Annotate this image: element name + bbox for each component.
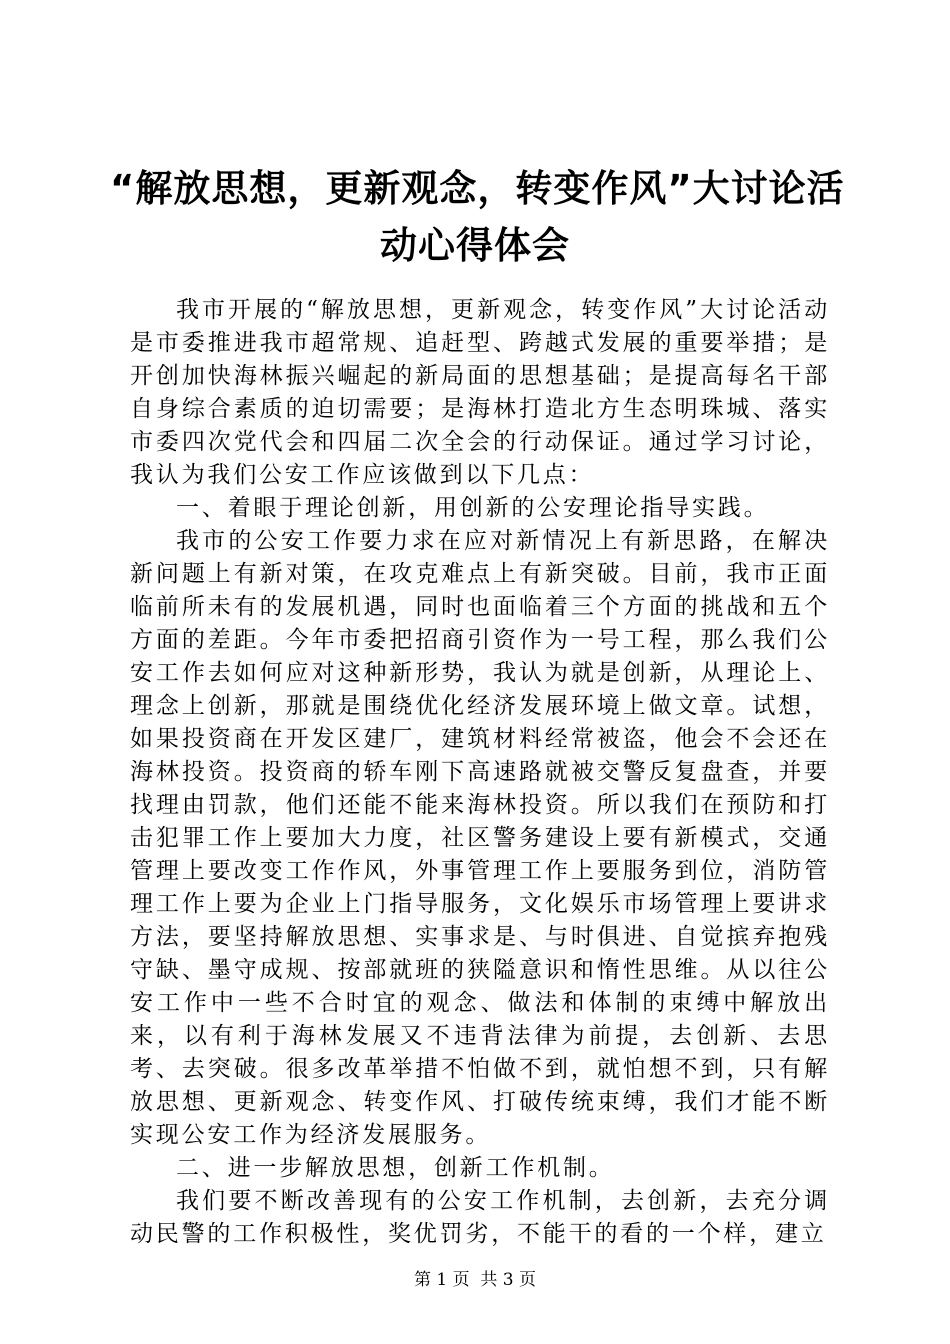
page-number-footer: 第 1 页 共 3 页 <box>413 1270 537 1290</box>
paragraph-intro: 我市开展的“解放思想，更新观念，转变作风”大讨论活动是市委推进我市超常规、追赶型、跨越式发展的重要举措；是开创加快海林振兴崛起的新局面的思想基础；是提高每名干部自身综合素质的迫切需要；是海林打造北方生态明珠城、落实市委四次党代会和四届二次全会的行动保证。通过学习讨论，我认为我们公安工作应该做到以下几点： <box>130 297 830 488</box>
document-title <box>110 160 845 274</box>
title-line-2: 动心得体会 <box>380 224 570 267</box>
section-heading-1: 一、着眼于理论创新，用创新的公安理论指导实践。 <box>176 495 770 521</box>
title-line-1: “解放思想，更新观念，转变作风”大讨论活 <box>110 167 845 210</box>
paragraph-section-1: 我市的公安工作要力求在应对新情况上有新思路，在解决新问题上有新对策，在攻克难点上有新突破。目前，我市正面临前所未有的发展机遇，同时也面临着三个方面的挑战和五个方面的差距。今年市委把招商引资作为一号工程，那么我们公安工作去如何应对这种新形势，我认为就是创新，从理论上、理念上创新，那就是围绕优化经济发展环境上做文章。试想，如果投资商在开发区建厂，建筑材料经常被盗，他会不会还在海林投资。投资商的轿车刚下高速路就被交警反复盘查，并要找理由罚款，他们还能不能来海林投资。所以我们在预防和打击犯罪工作上要加大力度，社区警务建设上要有新模式，交通管理上要改变工作作风，外事管理工作上要服务到位，消防管理工作上要为企业上门指导服务，文化娱乐市场管理上要讲求方法，要坚持解放思想、实事求是、与时俱进、自觉摈弃抱残守缺、墨守成规、按部就班的狭隘意识和惰性思维。从以往公安工作中一些不合时宜的观念、做法和体制的束缚中解放出来，以有利于海林发展又不违背法律为前提，去创新、去思考、去突破。很多改革举措不怕做不到，就怕想不到，只有解放思想、更新观念、转变作风、打破传统束缚，我们才能不断实现公安工作为经济发展服务。 <box>130 528 830 1148</box>
document-body <box>130 294 830 1251</box>
paragraph-section-2: 我们要不断改善现有的公安工作机制，去创新，去充分调动民警的工作积极性，奖优罚劣，不能干的看的一个样，建立 <box>130 1188 830 1247</box>
section-heading-2: 二、进一步解放思想，创新工作机制。 <box>176 1155 615 1181</box>
